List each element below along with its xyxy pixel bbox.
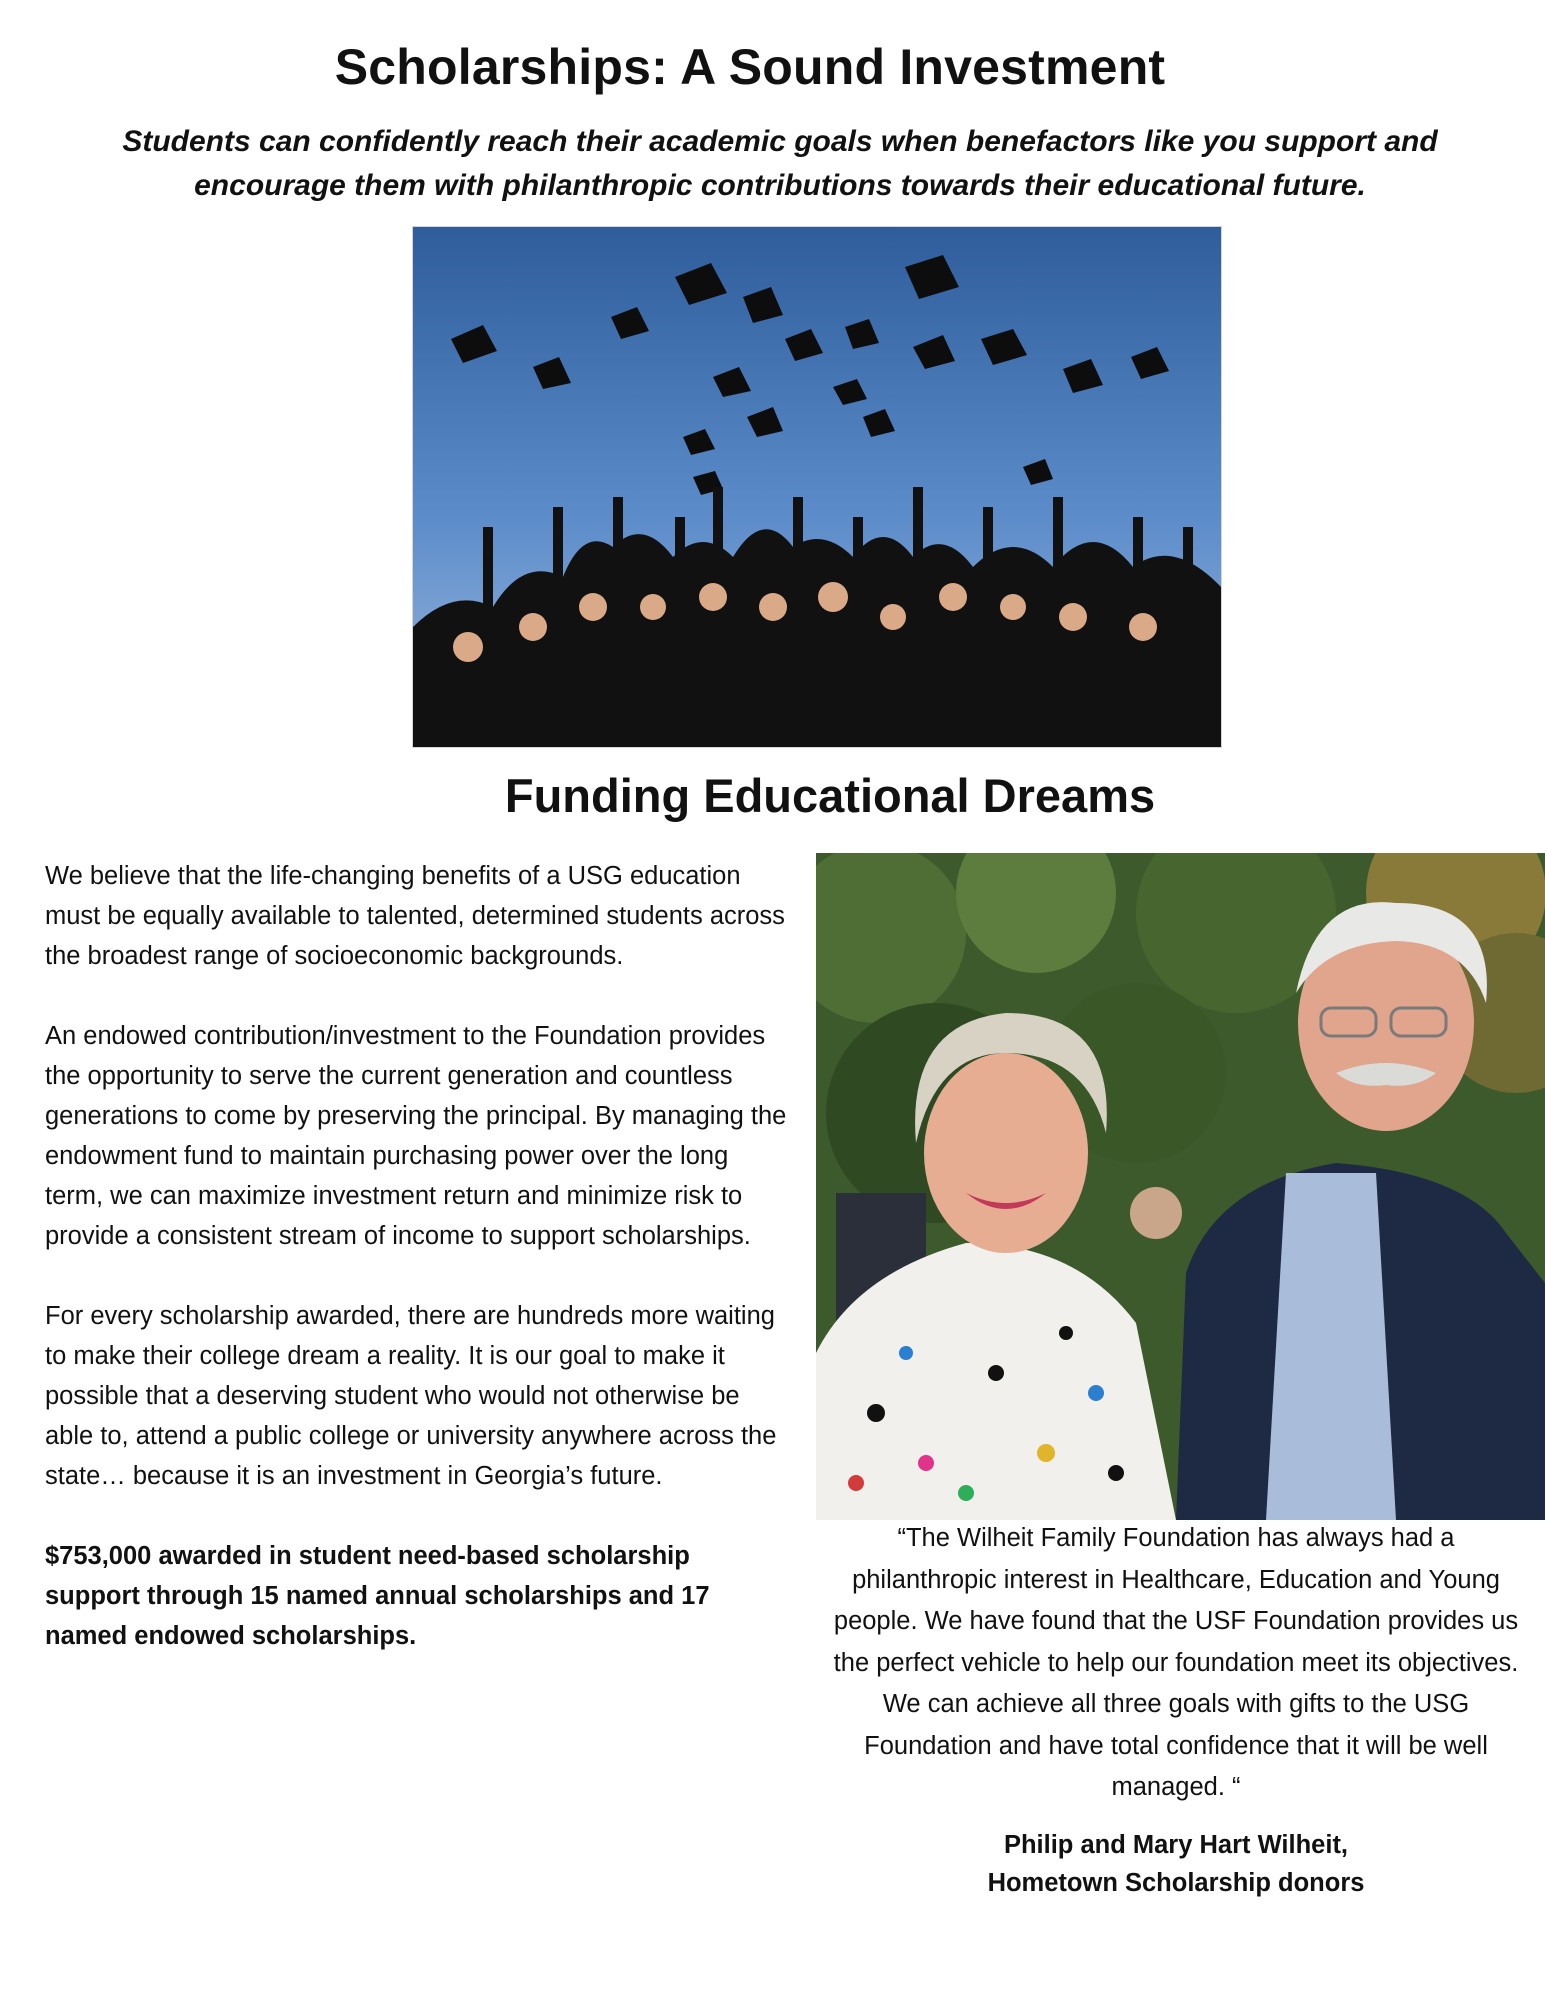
testimonial-attribution bbox=[826, 1826, 1526, 1902]
donor-role: Hometown Scholarship donors bbox=[987, 1869, 1365, 1897]
body-paragraph-3: For every scholarship awarded, there are hundreds more waiting to make their college dream a reality. It is our goal to make it possible that a deserving student who would not otherwise be able to, attend a public college or university anywhere across the state… because it is an investment in Georgia’s future. bbox=[45, 1302, 777, 1490]
body-paragraph-2: An endowed contribution/investment to the Foundation provides the opportunity to serve the current generation and countless generations to come by preserving the principal. By managing the endowment fund to maintain purchasing power over the long term, we can maximize investment return and minimize risk to provide a consistent stream of income to support scholarships. bbox=[45, 1022, 787, 1250]
section-title: Funding Educational Dreams bbox=[504, 769, 1156, 822]
body-text bbox=[45, 856, 790, 1696]
graduation-photo bbox=[412, 226, 1222, 748]
testimonial-quote: “The Wilheit Family Foundation has always had a philanthropic interest in Healthcare, Education and Young people. We have found that the USF Foundation provides us the perfect vehicle to help our foundation meet its objectives. We can achieve all three goals with gifts to the USG Foundation and have total confidence that it will be well managed. “ bbox=[833, 1524, 1519, 1801]
donor-names: Philip and Mary Hart Wilheit, bbox=[1003, 1831, 1349, 1859]
page-title: Scholarships: A Sound Investment bbox=[334, 39, 1166, 95]
donor-couple-photo bbox=[816, 853, 1545, 1520]
scholarship-stats: $753,000 awarded in student need-based scholarship support through 15 named annual scholarships and 17 named endowed scholarships. bbox=[45, 1542, 710, 1650]
page-subtitle: Students can confidently reach their academic goals when benefactors like you support and encourage them with philanthropic contributions towards their educational future. bbox=[122, 125, 1438, 202]
body-paragraph-1: We believe that the life-changing benefits of a USG education must be equally available to talented, determined students across the broadest range of socioeconomic backgrounds. bbox=[45, 862, 785, 970]
